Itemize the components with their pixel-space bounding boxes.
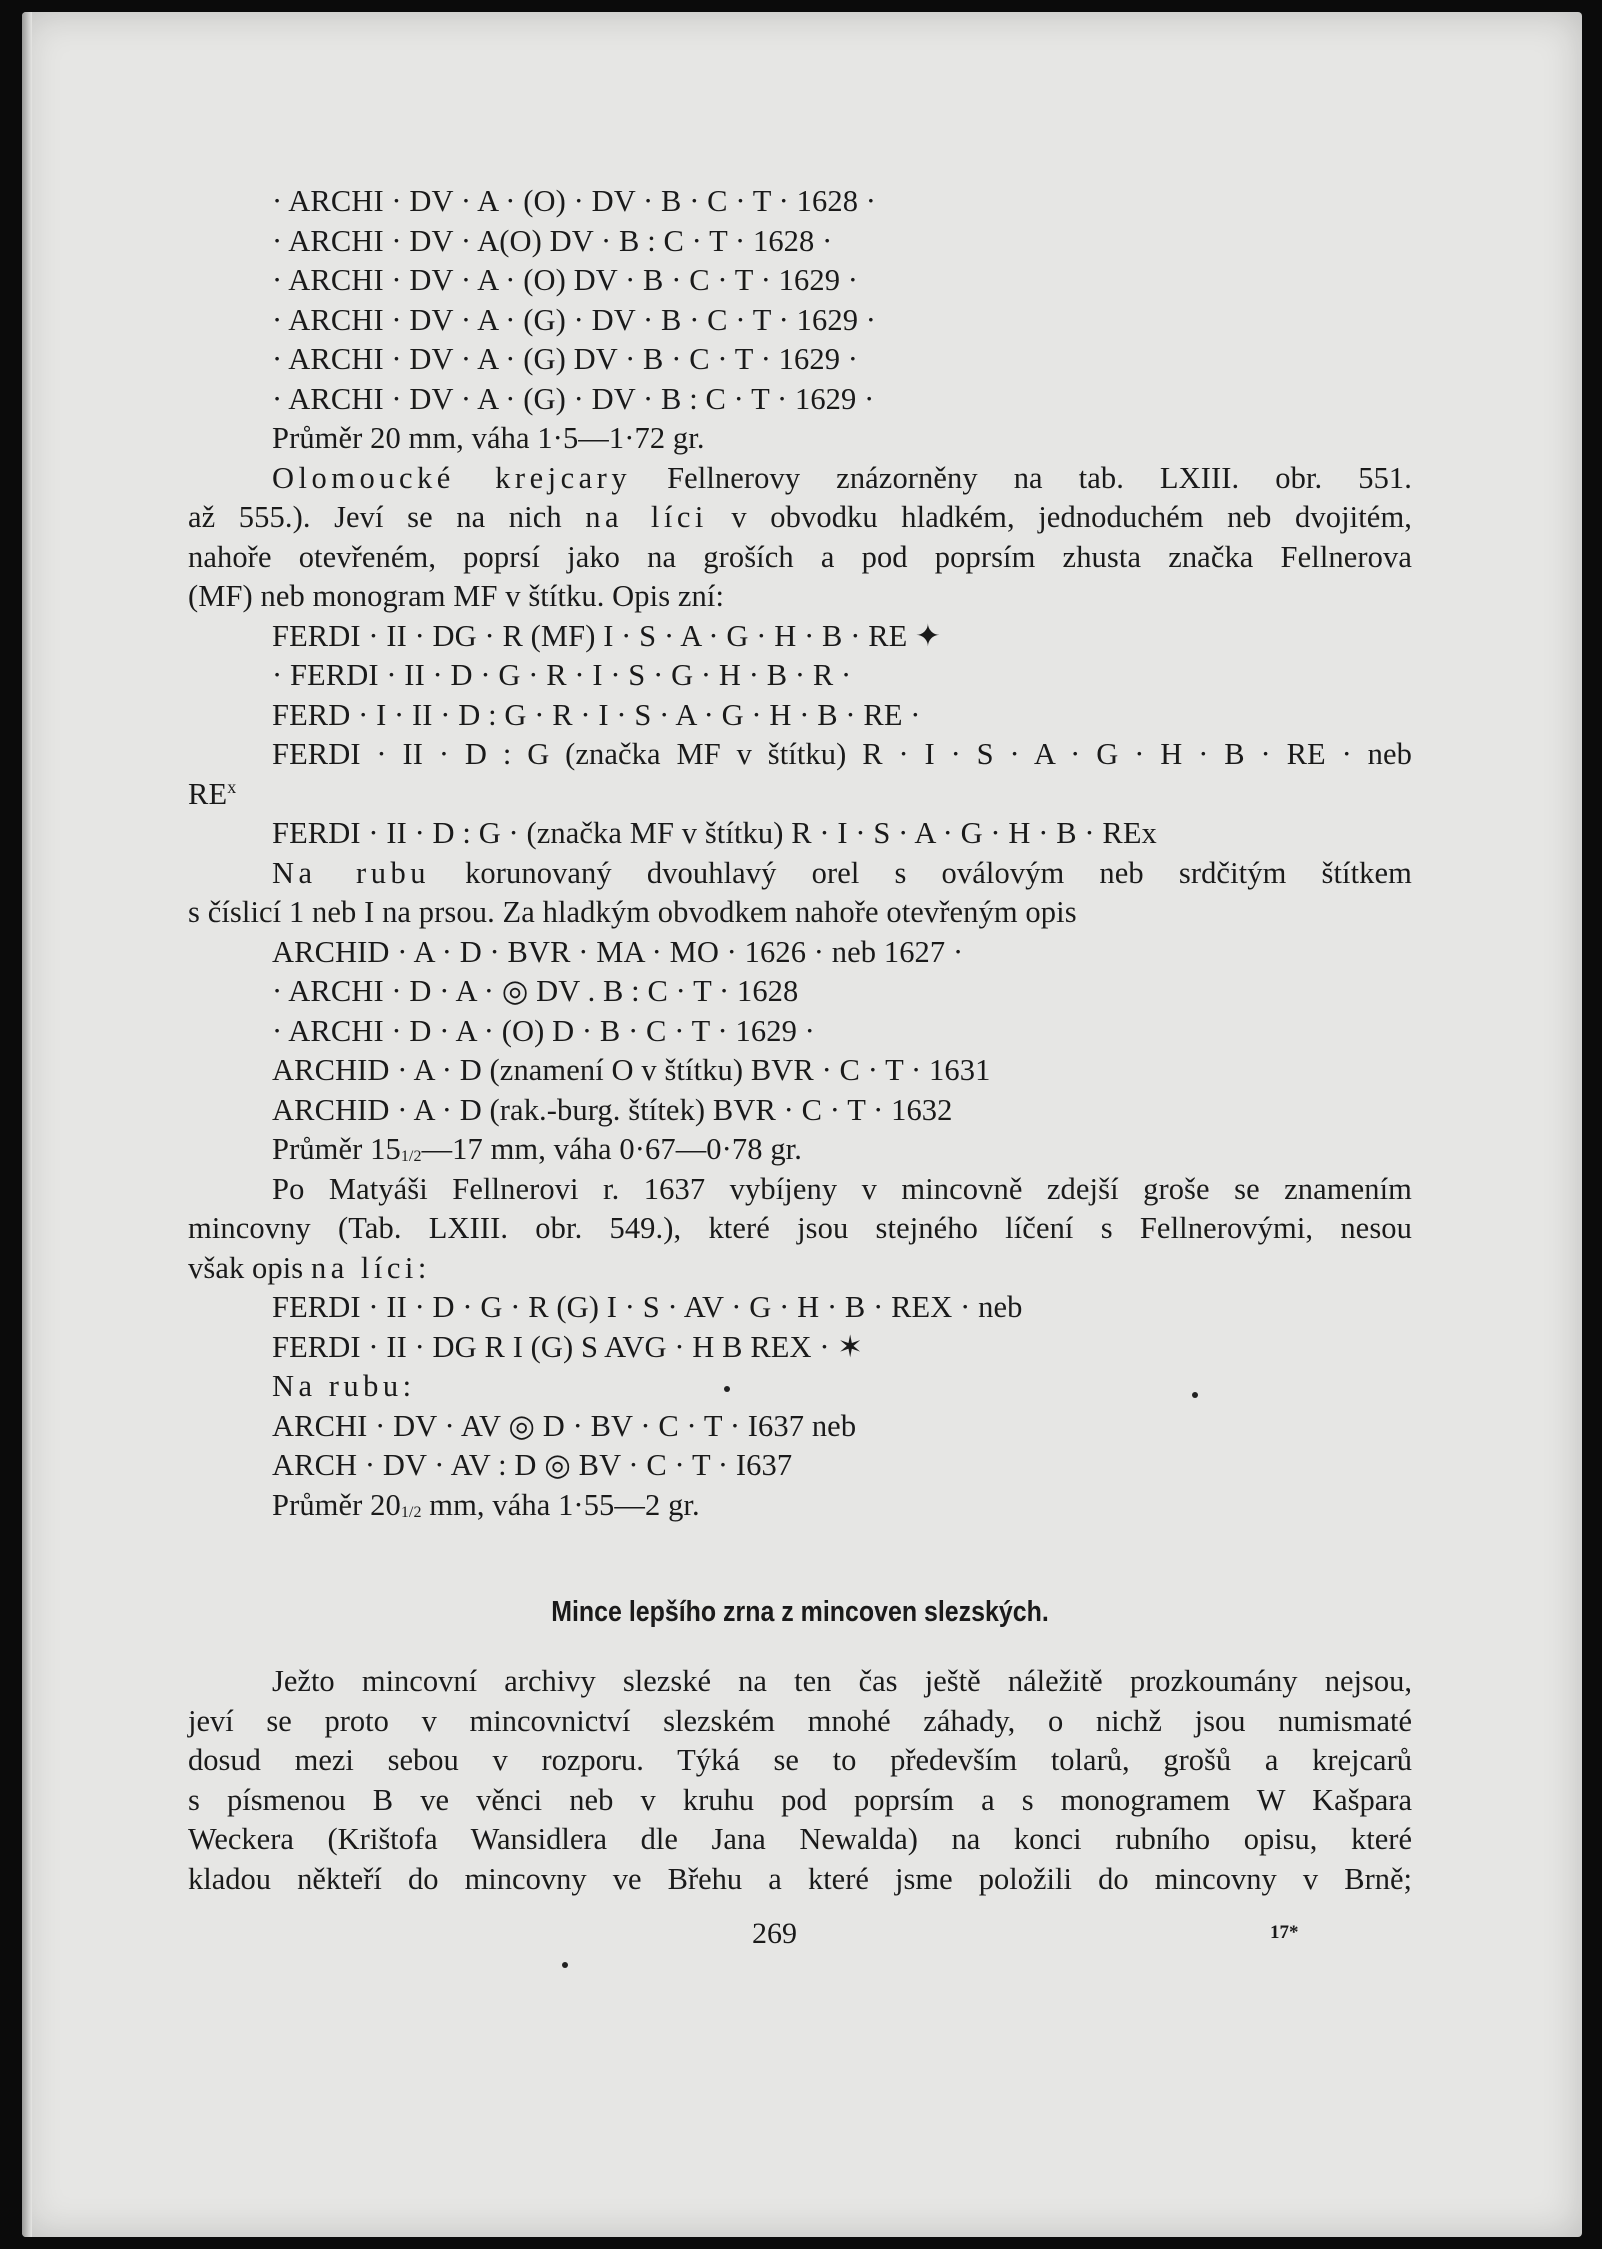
signature-mark: 17*: [1270, 1922, 1299, 1943]
spaced-lead: Na rubu: [272, 855, 430, 890]
fraction: 1/2: [400, 1503, 422, 1521]
text-run: však opis: [188, 1250, 304, 1285]
text-run: —17 mm, váha 0·67—0·78 gr.: [421, 1132, 802, 1166]
legend-label: [188, 1367, 1412, 1407]
stray-dot: [562, 1962, 568, 1968]
silesia-paragraph: [188, 1662, 1412, 1899]
legend-line: · ARCHI · D · A · ◎ DV . B : C · T · 1628: [272, 974, 799, 1008]
superscript: x: [227, 776, 237, 797]
legend-line: FERDI · II · D : G (značka MF v štítku) R · I · S · A · G · H · B · RE · neb: [272, 737, 1412, 771]
legend-line: · FERDI · II · D · G · R · I · S · G · H · B · R ·: [272, 658, 852, 692]
paragraph-line: [188, 459, 1412, 499]
spaced-term: na líci: [585, 500, 708, 534]
measure-line: Průměr 20 mm, váha 1·5—1·72 gr.: [272, 421, 705, 455]
legend-line: ARCH · DV · AV : D ◎ BV · C · T · I637: [272, 1448, 793, 1482]
legend-line: · ARCHI · D · A · (O) D · B · C · T · 1629 ·: [272, 1013, 815, 1048]
legend-line-cont: [188, 775, 1412, 815]
legend-line: ARCHID · A · D (znamení O v štítku) BVR · C · T · 1631: [272, 1053, 991, 1087]
legend-line: FERDI · II · D : G · (značka MF v štítku) R · I · S · A · G · H · B · REx: [272, 816, 1157, 850]
stray-dot: [1192, 1392, 1198, 1398]
fraction: 1/2: [400, 1148, 422, 1165]
paragraph-line: nahoře otevřeném, poprsí jako na groších a pod poprsím zhusta značka Fellnerova: [188, 539, 1412, 574]
spaced-lead: Olomoucké krejcary: [272, 460, 632, 495]
paragraph-line: Weckera (Krištofa Wansidlera dle Jana Newalda) na konci rubního opisu, které: [188, 1822, 1412, 1856]
legend-line: · ARCHI · DV · A(O) DV · B : C · T · 1628 ·: [272, 223, 833, 258]
text-run: korunovaný dvouhlavý orel s oválovým neb srdčitým štítkem: [465, 855, 1412, 890]
text-run: v obvodku hladkém, jednoduchém neb dvojitém,: [731, 500, 1412, 534]
paragraph-line: Ježto mincovní archivy slezské na ten čas ještě náležitě prozkoumány nejsou,: [272, 1664, 1412, 1698]
book-page: [22, 12, 1582, 2237]
legend-line: · ARCHI · DV · A · (G) DV · B · C · T · 1629 ·: [272, 342, 859, 376]
text-run: RE: [188, 776, 228, 811]
paragraph-line: s písmenou B ve věnci neb v kruhu pod poprsím a s monogramem W Kašpara: [188, 1782, 1412, 1817]
legend-line: · ARCHI · DV · A · (G) · DV · B : C · T · 1629 ·: [272, 381, 875, 416]
paragraph-line: (MF) neb monogram MF v štítku. Opis zní:: [188, 579, 725, 613]
text-run: Fellnerovy znázorněny na tab. LXIII. obr. 551.: [667, 460, 1412, 495]
main-text: [188, 182, 1412, 1525]
legend-line: ARCHID · A · D · BVR · MA · MO · 1626 · neb 1627 ·: [272, 934, 964, 969]
text-run: Průměr 20: [272, 1487, 401, 1522]
section-heading: Mince lepšího zrna z mincoven slezských.: [551, 1596, 1049, 1628]
paragraph-line: [188, 498, 1412, 538]
legend-line: ARCHI · DV · AV ◎ D · BV · C · T · I637 neb: [272, 1408, 857, 1443]
legend-line: FERDI · II · DG R I (G) S AVG · H B REX · ✶: [272, 1329, 863, 1364]
measure-line: [188, 1130, 1412, 1170]
paragraph-line: jeví se proto v mincovnictví slezském mnohé záhady, o nichž jsou numismaté: [188, 1703, 1412, 1738]
paragraph-line: [188, 854, 1412, 894]
legend-line: FERDI · II · DG · R (MF) I · S · A · G · H · B · RE ✦: [272, 618, 941, 653]
page-number: 269: [752, 1917, 797, 1950]
paragraph-line: s číslicí 1 neb I na prsou. Za hladkým obvodkem nahoře otevřeným opis: [188, 895, 1077, 929]
spaced-lead: Na rubu:: [272, 1369, 416, 1403]
text-run: až 555.). Jeví se na nich: [188, 500, 562, 534]
legend-line: FERDI · II · D · G · R (G) I · S · AV · G · H · B · REX · neb: [272, 1290, 1023, 1324]
paragraph-line: Po Matyáši Fellnerovi r. 1637 vybíjeny v mincovně zdejší groše se znamením: [272, 1171, 1412, 1206]
legend-line: · ARCHI · DV · A · (O) DV · B · C · T · 1629 ·: [272, 263, 859, 297]
paragraph-line: [188, 1249, 1412, 1289]
stray-dot: [724, 1386, 730, 1392]
legend-line: · ARCHI · DV · A · (O) · DV · B · C · T · 1628 ·: [272, 184, 877, 218]
text-run: Průměr 15: [272, 1132, 401, 1166]
paragraph-line: mincovny (Tab. LXIII. obr. 549.), které jsou stejného líčení s Fellnerovými, nesou: [188, 1211, 1412, 1245]
paragraph-line: dosud mezi sebou v rozporu. Týká se to především tolarů, grošů a krejcarů: [188, 1743, 1412, 1777]
spaced-term: na líci:: [311, 1250, 431, 1285]
legend-line: FERD · I · II · D : G · R · I · S · A · G · H · B · RE ·: [272, 697, 921, 732]
measure-line: [188, 1486, 1412, 1526]
paragraph-line: kladou někteří do mincovny ve Břehu a které jsme položili do mincovny v Brně;: [188, 1861, 1412, 1896]
text-run: mm, váha 1·55—2 gr.: [421, 1487, 700, 1522]
legend-line: · ARCHI · DV · A · (G) · DV · B · C · T · 1629 ·: [272, 302, 877, 337]
legend-line: ARCHID · A · D (rak.-burg. štítek) BVR · C · T · 1632: [272, 1092, 953, 1127]
